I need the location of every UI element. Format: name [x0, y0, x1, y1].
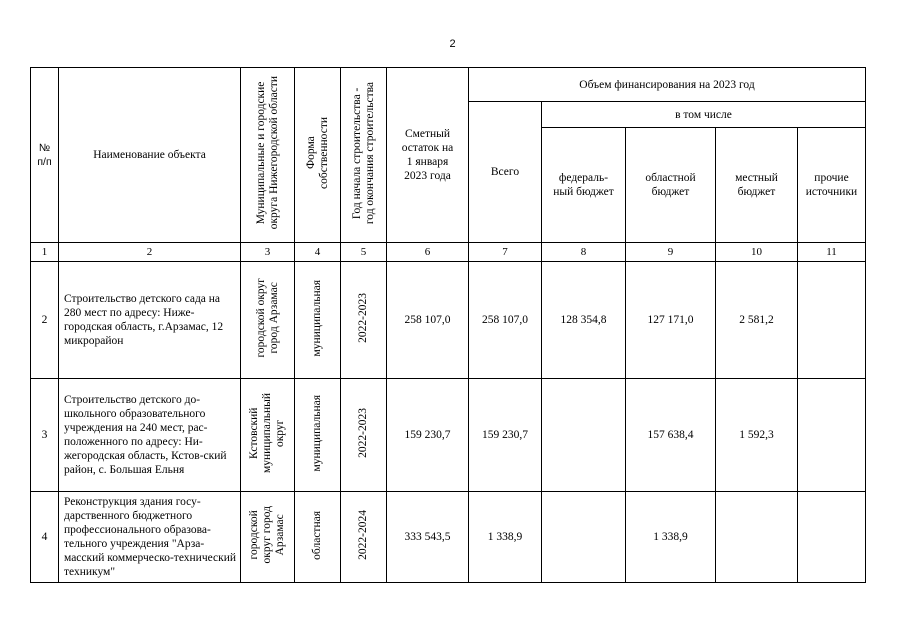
- row-number: 3: [31, 379, 59, 492]
- other-cell: [798, 492, 866, 583]
- page-number: 2: [449, 38, 456, 50]
- total-cell: 1 338,9: [469, 492, 542, 583]
- local-cell: 1 592,3: [716, 379, 798, 492]
- other-cell: [798, 379, 866, 492]
- column-number: 11: [798, 243, 866, 262]
- row-number: 2: [31, 262, 59, 379]
- column-number: 10: [716, 243, 798, 262]
- column-number: 1: [31, 243, 59, 262]
- remaining-cell: 159 230,7: [387, 379, 469, 492]
- municipality-cell: Кстовский муниципальный округ: [241, 379, 295, 492]
- header-regional: областной бюджет: [626, 128, 716, 243]
- other-cell: [798, 262, 866, 379]
- column-number: 3: [241, 243, 295, 262]
- header-funding: Объем финансирования на 2023 год: [469, 68, 866, 102]
- column-number: 6: [387, 243, 469, 262]
- object-name: Строительство детского сада на 280 мест по адресу: Ниже-городская область, г.Арзамас, 12 микрорайон: [59, 262, 241, 379]
- table-row: [31, 379, 866, 492]
- object-name: Реконструкция здания госу-дарственного бюджетного профессионального образова-тельного учреждения "Арза-масский коммерческо-технический техникум": [59, 492, 241, 583]
- regional-cell: 157 638,4: [626, 379, 716, 492]
- years-cell: 2022-2023: [341, 379, 387, 492]
- column-number: 9: [626, 243, 716, 262]
- header-years: Год начала строительства - год окончания строительства: [341, 68, 387, 243]
- municipality-cell: городской округ город Арзамас: [241, 492, 295, 583]
- header-remaining: Сметный остаток на 1 января 2023 года: [387, 68, 469, 243]
- years-cell: 2022-2024: [341, 492, 387, 583]
- object-name: Строительство детского до-школьного образовательного учреждения на 240 мест, рас-положенного по адресу: Ни-жегородская область, Кстов-ский район, с. Большая Ельня: [59, 379, 241, 492]
- row-number: 4: [31, 492, 59, 583]
- header-municipality: Муниципальные и городские округа Нижегородской области: [241, 68, 295, 243]
- header-other: прочие источники: [798, 128, 866, 243]
- column-number: 8: [542, 243, 626, 262]
- federal-cell: 128 354,8: [542, 262, 626, 379]
- local-cell: [716, 492, 798, 583]
- local-cell: 2 581,2: [716, 262, 798, 379]
- table-row: [31, 492, 866, 583]
- ownership-cell: муниципальная: [295, 379, 341, 492]
- ownership-cell: муниципальная: [295, 262, 341, 379]
- total-cell: 258 107,0: [469, 262, 542, 379]
- column-number: 7: [469, 243, 542, 262]
- header-number: № п/п: [31, 68, 59, 243]
- column-number: 2: [59, 243, 241, 262]
- regional-cell: 1 338,9: [626, 492, 716, 583]
- years-cell: 2022-2023: [341, 262, 387, 379]
- financing-table: [30, 67, 866, 583]
- total-cell: 159 230,7: [469, 379, 542, 492]
- regional-cell: 127 171,0: [626, 262, 716, 379]
- header-including: в том числе: [542, 102, 866, 128]
- column-number: 4: [295, 243, 341, 262]
- column-number: 5: [341, 243, 387, 262]
- header-object-name: Наименование объекта: [59, 68, 241, 243]
- header-local: местный бюджет: [716, 128, 798, 243]
- federal-cell: [542, 492, 626, 583]
- remaining-cell: 333 543,5: [387, 492, 469, 583]
- municipality-cell: городской округ город Арзамас: [241, 262, 295, 379]
- header-total: Всего: [469, 102, 542, 243]
- header-federal: федераль- ный бюджет: [542, 128, 626, 243]
- header-ownership: Форма собственности: [295, 68, 341, 243]
- ownership-cell: областная: [295, 492, 341, 583]
- federal-cell: [542, 379, 626, 492]
- table-row: [31, 262, 866, 379]
- remaining-cell: 258 107,0: [387, 262, 469, 379]
